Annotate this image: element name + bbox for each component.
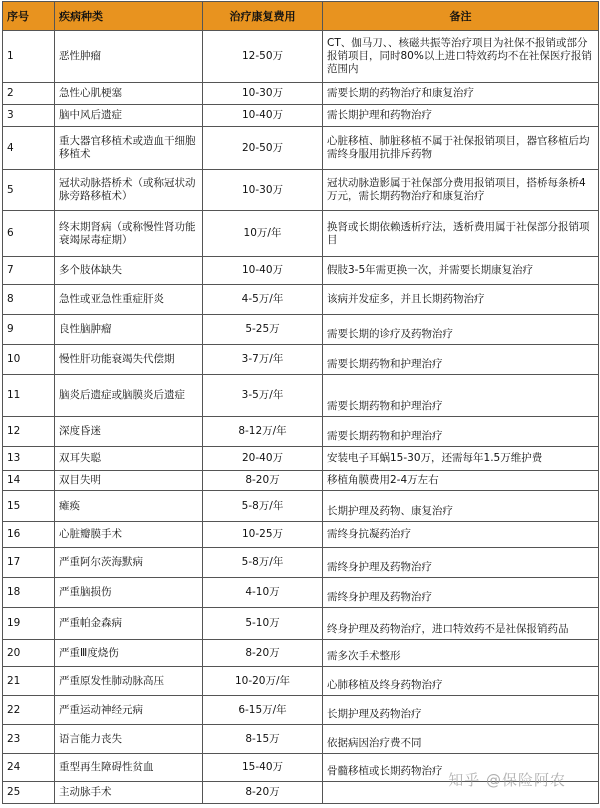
table-row — [3, 548, 599, 578]
row-number: 22 — [3, 696, 55, 725]
treatment-cost: 8-20万 — [203, 782, 323, 804]
treatment-cost: 10-40万 — [203, 105, 323, 127]
row-number: 19 — [3, 608, 55, 640]
table-row — [3, 170, 599, 211]
disease-name: 严重Ⅲ度烧伤 — [55, 640, 203, 667]
row-number: 20 — [3, 640, 55, 667]
remark: 终身护理及药物治疗，进口特效药不是社保报销药品 — [323, 608, 599, 640]
remark: 安装电子耳蜗15-30万，还需每年1.5万维护费 — [323, 447, 599, 471]
table-row — [3, 345, 599, 375]
header-treatment-cost: 治疗康复费用 — [203, 2, 323, 31]
row-number: 9 — [3, 315, 55, 345]
disease-name: 慢性肝功能衰竭失代偿期 — [55, 345, 203, 375]
remark: CT、伽马刀、、核磁共振等治疗项目为社保不报销或部分报销项目，同时80%以上进口特效药均不在社保医疗报销范围内 — [323, 31, 599, 83]
treatment-cost: 5-25万 — [203, 315, 323, 345]
treatment-cost: 8-20万 — [203, 471, 323, 491]
disease-name: 重大器官移植术或造血干细胞移植术 — [55, 127, 203, 170]
remark: 需要长期的诊疗及药物治疗 — [323, 315, 599, 345]
disease-name: 严重原发性肺动脉高压 — [55, 667, 203, 696]
treatment-cost: 12-50万 — [203, 31, 323, 83]
treatment-cost: 10-40万 — [203, 257, 323, 285]
table-row — [3, 471, 599, 491]
disease-name: 严重运动神经元病 — [55, 696, 203, 725]
disease-name: 心脏瓣膜手术 — [55, 522, 203, 548]
row-number: 3 — [3, 105, 55, 127]
remark: 该病并发症多，并且长期药物治疗 — [323, 285, 599, 315]
row-number: 8 — [3, 285, 55, 315]
remark: 需要长期药物和护理治疗 — [323, 417, 599, 447]
table-header-row — [3, 2, 599, 31]
table-row — [3, 696, 599, 725]
remark: 需终身护理及药物治疗 — [323, 578, 599, 608]
treatment-cost: 10-30万 — [203, 170, 323, 211]
table-row — [3, 83, 599, 105]
remark: 长期护理及药物治疗 — [323, 696, 599, 725]
table-row — [3, 491, 599, 522]
table-row — [3, 105, 599, 127]
treatment-cost: 3-7万/年 — [203, 345, 323, 375]
remark: 心脏移植、肺脏移植不属于社保报销项目，器官移植后均需终身服用抗排斥药物 — [323, 127, 599, 170]
disease-name: 严重脑损伤 — [55, 578, 203, 608]
disease-name: 脑炎后遗症或脑膜炎后遗症 — [55, 375, 203, 417]
remark: 换肾或长期依赖透析疗法，透析费用属于社保部分报销项目 — [323, 211, 599, 257]
header-remarks: 备注 — [323, 2, 599, 31]
disease-name: 良性脑肿瘤 — [55, 315, 203, 345]
table-row — [3, 447, 599, 471]
illness-cost-table — [2, 1, 599, 804]
treatment-cost: 10-30万 — [203, 83, 323, 105]
row-number: 14 — [3, 471, 55, 491]
treatment-cost: 4-10万 — [203, 578, 323, 608]
disease-name: 终末期肾病（或称慢性肾功能衰竭尿毒症期） — [55, 211, 203, 257]
treatment-cost: 3-5万/年 — [203, 375, 323, 417]
row-number: 21 — [3, 667, 55, 696]
remark: 需要长期的药物治疗和康复治疗 — [323, 83, 599, 105]
table-row — [3, 285, 599, 315]
row-number: 17 — [3, 548, 55, 578]
table-row — [3, 257, 599, 285]
treatment-cost: 5-8万/年 — [203, 491, 323, 522]
treatment-cost: 8-12万/年 — [203, 417, 323, 447]
header-disease-type: 疾病种类 — [55, 2, 203, 31]
remark: 骨髓移植或长期药物治疗 — [323, 754, 599, 782]
row-number: 18 — [3, 578, 55, 608]
table-row — [3, 417, 599, 447]
table-row — [3, 640, 599, 667]
remark: 需长期护理和药物治疗 — [323, 105, 599, 127]
remark: 需终身护理及药物治疗 — [323, 548, 599, 578]
disease-name: 深度昏迷 — [55, 417, 203, 447]
header-number: 序号 — [3, 2, 55, 31]
disease-name: 主动脉手术 — [55, 782, 203, 804]
table-row — [3, 211, 599, 257]
row-number: 25 — [3, 782, 55, 804]
treatment-cost: 6-15万/年 — [203, 696, 323, 725]
row-number: 23 — [3, 725, 55, 754]
remark: 假肢3-5年需更换一次，并需要长期康复治疗 — [323, 257, 599, 285]
disease-name: 双耳失聪 — [55, 447, 203, 471]
watermark-text: 知乎 @保险阿农 — [448, 771, 566, 789]
table-row — [3, 578, 599, 608]
disease-name: 语言能力丧失 — [55, 725, 203, 754]
row-number: 15 — [3, 491, 55, 522]
treatment-cost: 20-50万 — [203, 127, 323, 170]
disease-name: 严重阿尔茨海默病 — [55, 548, 203, 578]
treatment-cost: 10万/年 — [203, 211, 323, 257]
disease-name: 多个肢体缺失 — [55, 257, 203, 285]
remark: 移植角膜费用2-4万左右 — [323, 471, 599, 491]
remark: 需终身抗凝药治疗 — [323, 522, 599, 548]
remark: 长期护理及药物、康复治疗 — [323, 491, 599, 522]
row-number: 7 — [3, 257, 55, 285]
row-number: 6 — [3, 211, 55, 257]
table-row — [3, 667, 599, 696]
remark — [323, 782, 599, 804]
row-number: 16 — [3, 522, 55, 548]
remark: 冠状动脉造影属于社保部分费用报销项目，搭桥每条桥4万元，需长期药物治疗和康复治疗 — [323, 170, 599, 211]
table-row — [3, 315, 599, 345]
table-row — [3, 375, 599, 417]
treatment-cost: 10-20万/年 — [203, 667, 323, 696]
disease-name: 恶性肿瘤 — [55, 31, 203, 83]
table-row — [3, 608, 599, 640]
disease-name: 脑中风后遗症 — [55, 105, 203, 127]
treatment-cost: 5-8万/年 — [203, 548, 323, 578]
row-number: 12 — [3, 417, 55, 447]
row-number: 4 — [3, 127, 55, 170]
disease-name: 严重帕金森病 — [55, 608, 203, 640]
row-number: 2 — [3, 83, 55, 105]
table-row — [3, 127, 599, 170]
row-number: 5 — [3, 170, 55, 211]
remark: 需多次手术整形 — [323, 640, 599, 667]
remark: 依据病因治疗费不同 — [323, 725, 599, 754]
treatment-cost: 8-20万 — [203, 640, 323, 667]
row-number: 24 — [3, 754, 55, 782]
treatment-cost: 4-5万/年 — [203, 285, 323, 315]
row-number: 13 — [3, 447, 55, 471]
disease-name: 瘫痪 — [55, 491, 203, 522]
remark: 心肺移植及终身药物治疗 — [323, 667, 599, 696]
treatment-cost: 15-40万 — [203, 754, 323, 782]
remark: 需要长期药物和护理治疗 — [323, 345, 599, 375]
table-row — [3, 782, 599, 804]
disease-name: 急性或亚急性重症肝炎 — [55, 285, 203, 315]
row-number: 1 — [3, 31, 55, 83]
disease-name: 冠状动脉搭桥术（或称冠状动脉旁路移植术） — [55, 170, 203, 211]
treatment-cost: 5-10万 — [203, 608, 323, 640]
treatment-cost: 10-25万 — [203, 522, 323, 548]
disease-name: 重型再生障碍性贫血 — [55, 754, 203, 782]
row-number: 10 — [3, 345, 55, 375]
disease-name: 急性心肌梗塞 — [55, 83, 203, 105]
treatment-cost: 8-15万 — [203, 725, 323, 754]
remark: 需要长期药物和护理治疗 — [323, 375, 599, 417]
table-row — [3, 31, 599, 83]
table-row — [3, 522, 599, 548]
row-number: 11 — [3, 375, 55, 417]
treatment-cost: 20-40万 — [203, 447, 323, 471]
table-row — [3, 725, 599, 754]
table-row — [3, 754, 599, 782]
disease-name: 双目失明 — [55, 471, 203, 491]
